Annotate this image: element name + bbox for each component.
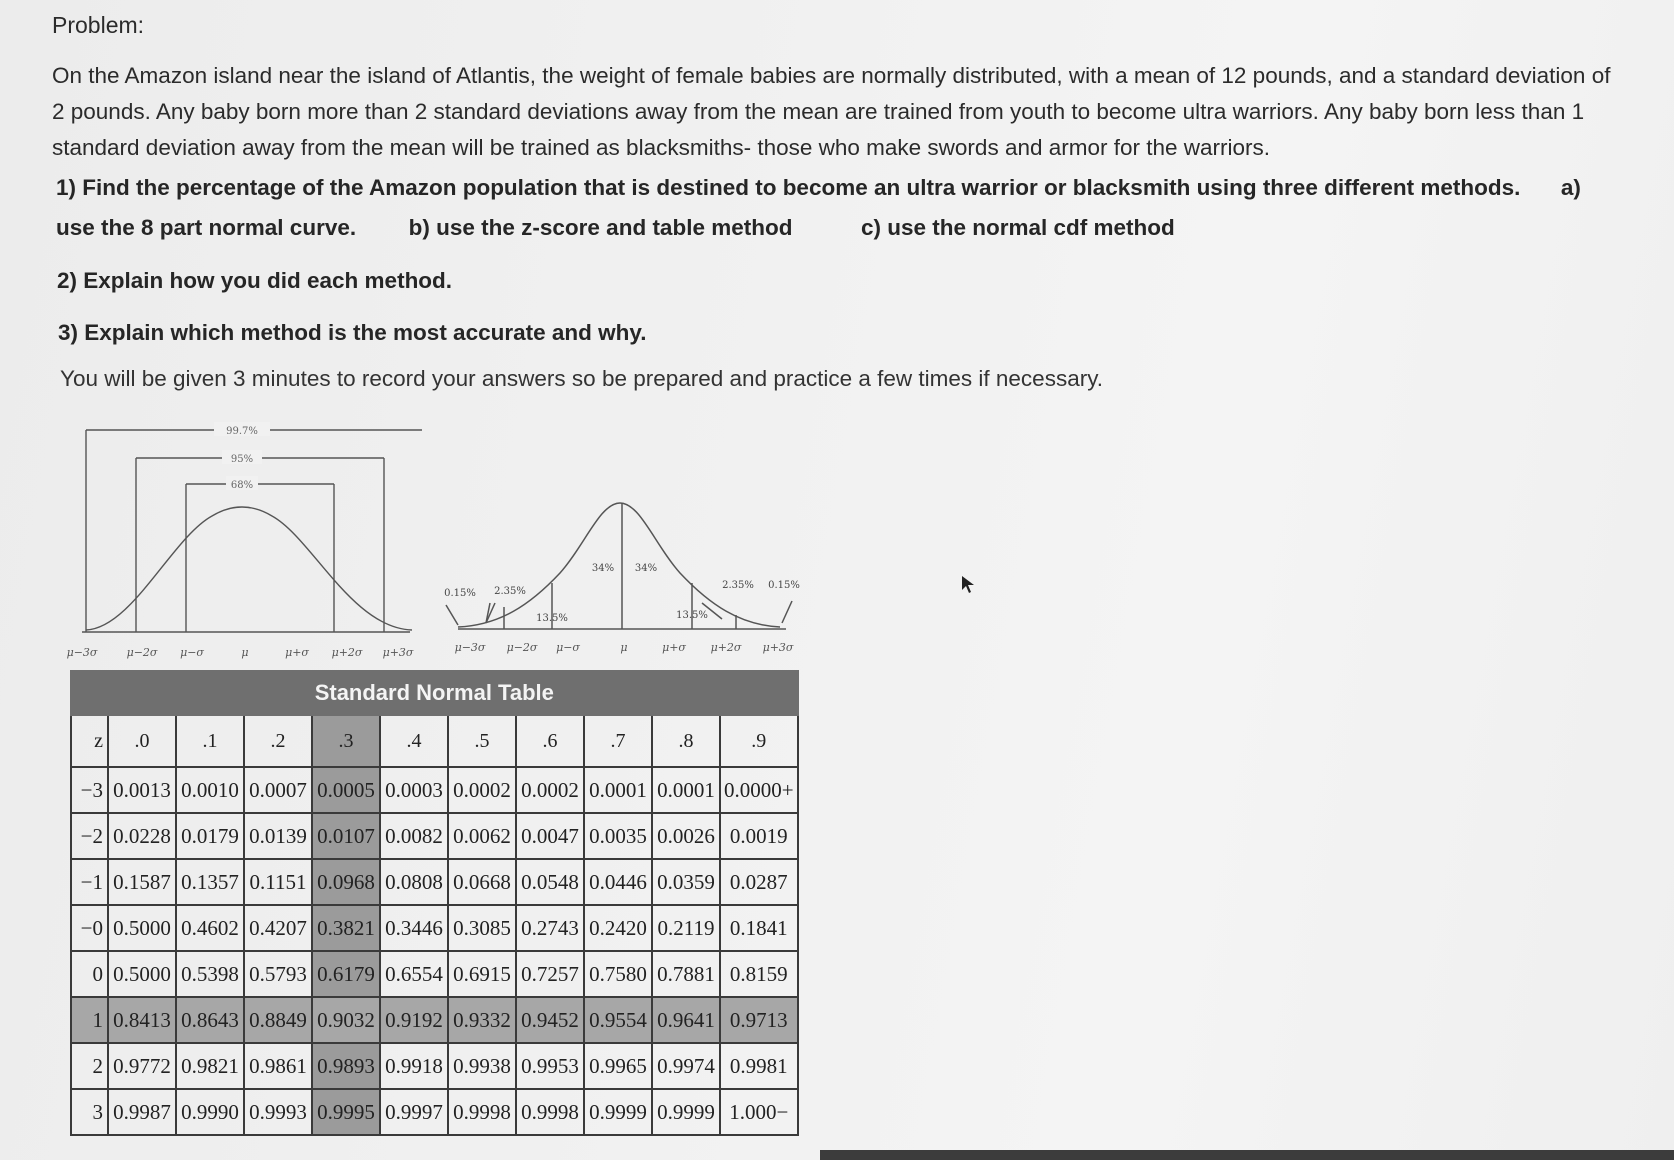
bell-curve bbox=[86, 507, 412, 630]
table-cell: 0.9995 bbox=[312, 1089, 380, 1135]
table-cell: 0.9987 bbox=[108, 1089, 176, 1135]
table-cell: 0.8159 bbox=[720, 951, 798, 997]
region-label: 13.5% bbox=[536, 613, 568, 624]
axis-label: μ+σ bbox=[662, 641, 686, 654]
table-cell: 0.2119 bbox=[652, 905, 720, 951]
table-row bbox=[71, 1089, 798, 1135]
table-cell: 0.0010 bbox=[176, 767, 244, 813]
table-header-row bbox=[71, 715, 798, 767]
column-header: .3 bbox=[312, 715, 380, 767]
table-cell: 0.0019 bbox=[720, 813, 798, 859]
z-value: −1 bbox=[71, 859, 108, 905]
z-value: 1 bbox=[71, 997, 108, 1043]
axis-label: μ−2σ bbox=[126, 646, 158, 659]
table-cell: 0.1587 bbox=[108, 859, 176, 905]
table-cell: 0.9032 bbox=[312, 997, 380, 1043]
z-value: 0 bbox=[71, 951, 108, 997]
table-cell: 0.0107 bbox=[312, 813, 380, 859]
axis-label: μ+σ bbox=[285, 646, 309, 659]
table-cell: 0.3821 bbox=[312, 905, 380, 951]
question-1-part-c: c) use the normal cdf method bbox=[860, 215, 1175, 240]
axis-label: μ−2σ bbox=[506, 641, 538, 654]
table-cell: 0.9990 bbox=[176, 1089, 244, 1135]
table-cell: 0.9332 bbox=[448, 997, 516, 1043]
table-cell: 0.0228 bbox=[108, 813, 176, 859]
table-cell: 1.000− bbox=[720, 1089, 798, 1135]
table-cell: 0.6179 bbox=[312, 951, 380, 997]
table-cell: 0.8849 bbox=[244, 997, 312, 1043]
table-row bbox=[71, 951, 798, 997]
table-cell: 0.0668 bbox=[448, 859, 516, 905]
table-cell: 0.9999 bbox=[652, 1089, 720, 1135]
table-cell: 0.9953 bbox=[516, 1043, 584, 1089]
z-value: −2 bbox=[71, 813, 108, 859]
table-cell: 0.1151 bbox=[244, 859, 312, 905]
table-cell: 0.0000+ bbox=[720, 767, 798, 813]
mouse-cursor-icon bbox=[961, 575, 977, 595]
table-row bbox=[71, 767, 798, 813]
axis-label: μ bbox=[241, 646, 249, 659]
axis-label: μ−σ bbox=[556, 641, 580, 654]
table-cell: 0.5793 bbox=[244, 951, 312, 997]
table-title: Standard Normal Table bbox=[71, 671, 798, 715]
table-cell: 0.0139 bbox=[244, 813, 312, 859]
table-cell: 0.1357 bbox=[176, 859, 244, 905]
axis-label: μ+2σ bbox=[710, 641, 742, 654]
column-header: .9 bbox=[720, 715, 798, 767]
standard-normal-table bbox=[70, 670, 799, 1136]
axis-label: μ−3σ bbox=[454, 641, 486, 654]
z-value: −3 bbox=[71, 767, 108, 813]
table-cell: 0.5000 bbox=[108, 905, 176, 951]
table-cell: 0.9641 bbox=[652, 997, 720, 1043]
region-label: 34% bbox=[591, 563, 615, 574]
question-1-main: 1) Find the percentage of the Amazon population that is destined to become an ultra warrior or blacksmith using three different methods. bbox=[56, 175, 1521, 200]
table-cell: 0.0002 bbox=[448, 767, 516, 813]
table-cell: 0.8413 bbox=[108, 997, 176, 1043]
table-cell: 0.2743 bbox=[516, 905, 584, 951]
column-header: .2 bbox=[244, 715, 312, 767]
table-cell: 0.2420 bbox=[584, 905, 652, 951]
table-cell: 0.9772 bbox=[108, 1043, 176, 1089]
table-cell: 0.6554 bbox=[380, 951, 448, 997]
region-label: 34% bbox=[634, 563, 658, 574]
table-cell: 0.0179 bbox=[176, 813, 244, 859]
table-cell: 0.4207 bbox=[244, 905, 312, 951]
question-1-part-b: b) use the z-score and table method bbox=[408, 215, 793, 240]
table-cell: 0.7881 bbox=[652, 951, 720, 997]
region-label: 13.5% bbox=[676, 610, 708, 621]
axis-label: μ−σ bbox=[180, 646, 204, 659]
table-cell: 0.0003 bbox=[380, 767, 448, 813]
table-cell: 0.3085 bbox=[448, 905, 516, 951]
table-cell: 0.0062 bbox=[448, 813, 516, 859]
table-cell: 0.0047 bbox=[516, 813, 584, 859]
table-cell: 0.9918 bbox=[380, 1043, 448, 1089]
table-cell: 0.9554 bbox=[584, 997, 652, 1043]
region-label: 0.15% bbox=[768, 580, 800, 591]
table-cell: 0.8643 bbox=[176, 997, 244, 1043]
column-header: .8 bbox=[652, 715, 720, 767]
table-cell: 0.6915 bbox=[448, 951, 516, 997]
table-cell: 0.0001 bbox=[584, 767, 652, 813]
question-1 bbox=[56, 168, 1616, 248]
z-value: 2 bbox=[71, 1043, 108, 1089]
table-cell: 0.9998 bbox=[448, 1089, 516, 1135]
table-row bbox=[71, 813, 798, 859]
axis-label: μ+3σ bbox=[762, 641, 794, 654]
empirical-rule-diagram bbox=[62, 418, 422, 668]
table-cell: 0.5398 bbox=[176, 951, 244, 997]
table-cell: 0.9981 bbox=[720, 1043, 798, 1089]
table-cell: 0.0002 bbox=[516, 767, 584, 813]
table-cell: 0.5000 bbox=[108, 951, 176, 997]
screen-edge bbox=[820, 1150, 1674, 1160]
table-cell: 0.9997 bbox=[380, 1089, 448, 1135]
axis-label: μ bbox=[620, 641, 628, 654]
table-cell: 0.0287 bbox=[720, 859, 798, 905]
axis-label: μ−3σ bbox=[66, 646, 98, 659]
table-cell: 0.9999 bbox=[584, 1089, 652, 1135]
table-cell: 0.9993 bbox=[244, 1089, 312, 1135]
table-cell: 0.3446 bbox=[380, 905, 448, 951]
question-2: 2) Explain how you did each method. bbox=[57, 268, 453, 293]
table-cell: 0.0359 bbox=[652, 859, 720, 905]
table-cell: 0.1841 bbox=[720, 905, 798, 951]
eight-part-normal-curve bbox=[440, 495, 820, 670]
column-header: .1 bbox=[176, 715, 244, 767]
region-label: 0.15% bbox=[444, 588, 476, 599]
table-cell: 0.0035 bbox=[584, 813, 652, 859]
column-header: .0 bbox=[108, 715, 176, 767]
table-cell: 0.0968 bbox=[312, 859, 380, 905]
bracket-label-68: 68% bbox=[230, 480, 254, 491]
table-cell: 0.9713 bbox=[720, 997, 798, 1043]
bracket-label-95: 95% bbox=[230, 454, 254, 465]
z-value: −0 bbox=[71, 905, 108, 951]
table-cell: 0.9861 bbox=[244, 1043, 312, 1089]
bracket-label-99-7: 99.7% bbox=[226, 426, 258, 437]
bell-curve bbox=[458, 503, 780, 627]
column-header: .7 bbox=[584, 715, 652, 767]
column-header: .4 bbox=[380, 715, 448, 767]
table-cell: 0.0007 bbox=[244, 767, 312, 813]
table-cell: 0.4602 bbox=[176, 905, 244, 951]
axis-label: μ+2σ bbox=[331, 646, 363, 659]
table-cell: 0.0808 bbox=[380, 859, 448, 905]
table-cell: 0.0446 bbox=[584, 859, 652, 905]
table-cell: 0.9821 bbox=[176, 1043, 244, 1089]
table-cell: 0.9893 bbox=[312, 1043, 380, 1089]
table-cell: 0.0082 bbox=[380, 813, 448, 859]
table-cell: 0.0001 bbox=[652, 767, 720, 813]
problem-intro: On the Amazon island near the island of Atlantis, the weight of female babies are normally distributed, with a mean of 12 pounds, and a standard deviation of 2 pounds. Any baby born more than 2 standard deviations away from the mean are trained from youth to become ultra warriors. Any baby born less than 1 standard deviation away from the mean will be trained as blacksmiths- those who make swords and armor for the warriors. bbox=[52, 63, 1611, 160]
table-cell: 0.9965 bbox=[584, 1043, 652, 1089]
region-label: 2.35% bbox=[722, 580, 754, 591]
column-header: .6 bbox=[516, 715, 584, 767]
table-cell: 0.7580 bbox=[584, 951, 652, 997]
table-cell: 0.9938 bbox=[448, 1043, 516, 1089]
axis-label: μ+3σ bbox=[382, 646, 414, 659]
table-cell: 0.0026 bbox=[652, 813, 720, 859]
table-row bbox=[71, 905, 798, 951]
table-cell: 0.9974 bbox=[652, 1043, 720, 1089]
table-cell: 0.9452 bbox=[516, 997, 584, 1043]
table-cell: 0.9192 bbox=[380, 997, 448, 1043]
table-cell: 0.7257 bbox=[516, 951, 584, 997]
z-value: 3 bbox=[71, 1089, 108, 1135]
table-row bbox=[71, 1043, 798, 1089]
problem-label: Problem: bbox=[52, 12, 145, 38]
question-1-part-a: a) use the 8 part normal curve. bbox=[56, 175, 1581, 240]
table-row bbox=[71, 997, 798, 1043]
table-cell: 0.0548 bbox=[516, 859, 584, 905]
table-cell: 0.9998 bbox=[516, 1089, 584, 1135]
question-3: 3) Explain which method is the most accurate and why. bbox=[58, 320, 647, 345]
time-note: You will be given 3 minutes to record your answers so be prepared and practice a few times if necessary. bbox=[60, 366, 1104, 391]
table-row bbox=[71, 859, 798, 905]
z-header: z bbox=[71, 715, 108, 767]
region-label: 2.35% bbox=[494, 586, 526, 597]
table-cell: 0.0005 bbox=[312, 767, 380, 813]
table-cell: 0.0013 bbox=[108, 767, 176, 813]
column-header: .5 bbox=[448, 715, 516, 767]
